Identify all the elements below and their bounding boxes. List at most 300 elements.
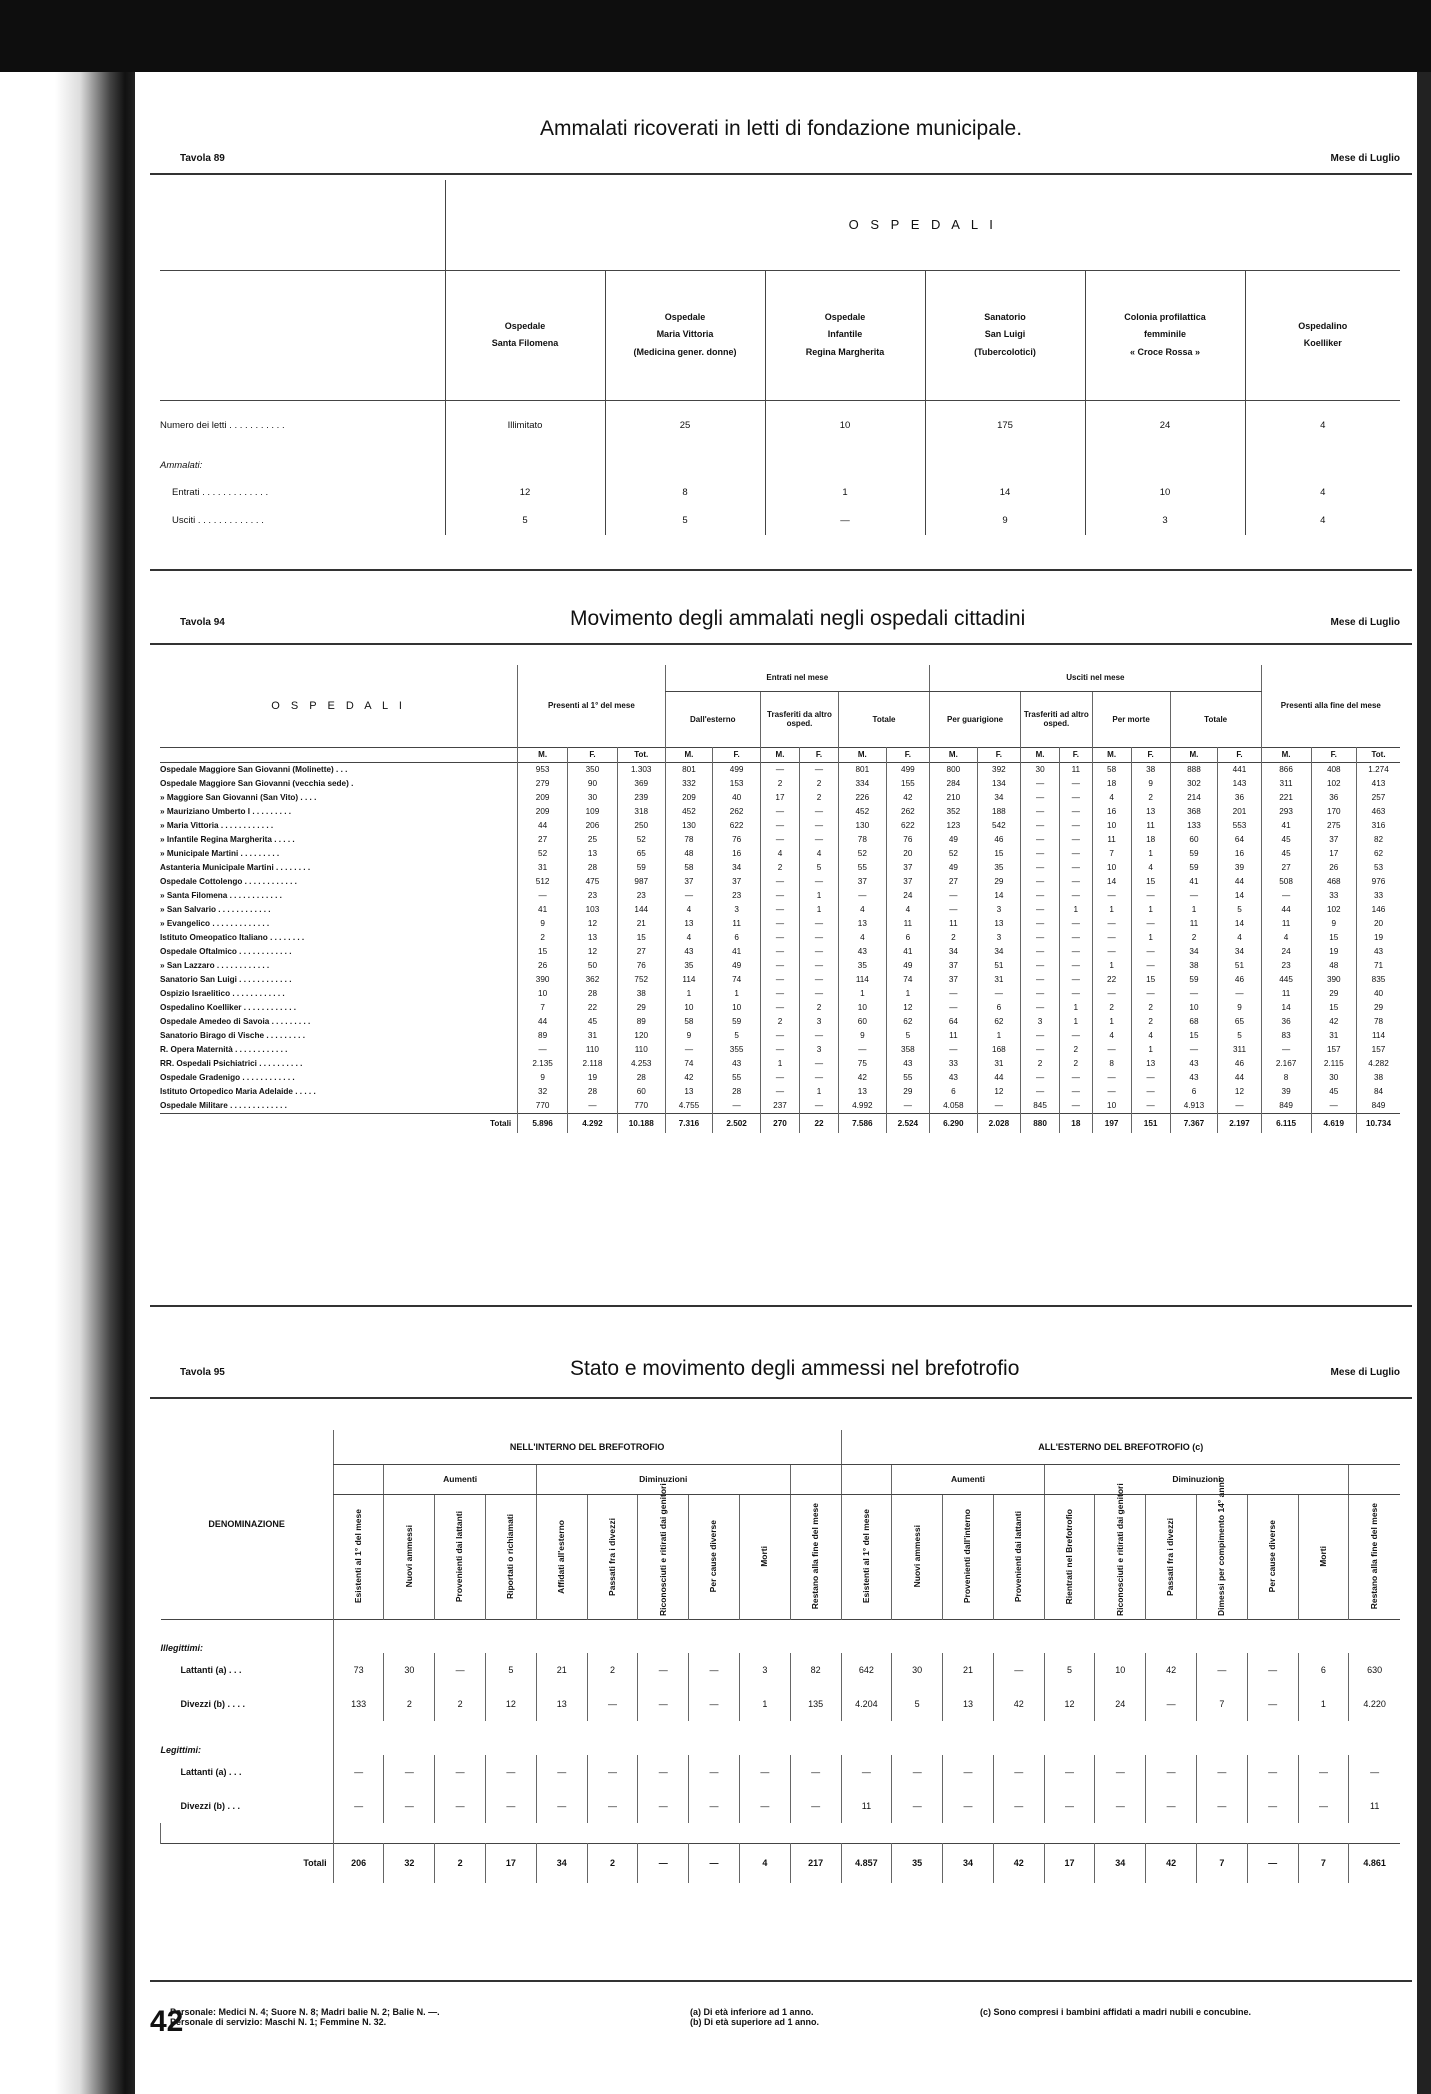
cell: — bbox=[435, 1755, 486, 1789]
cell: 30 bbox=[384, 1653, 435, 1687]
trasferiti-da-header: Trasferiti da altro osped. bbox=[760, 691, 838, 747]
hospital-name: Ospedalino Koelliker . . . . . . . . . . . . bbox=[160, 1003, 297, 1012]
cell: — bbox=[1021, 805, 1060, 819]
cell: 334 bbox=[839, 777, 887, 791]
cell: 1 bbox=[1092, 1015, 1131, 1029]
table-row bbox=[160, 819, 1400, 833]
divider bbox=[150, 569, 1412, 571]
cell: 835 bbox=[1357, 973, 1400, 987]
totals-label: Totali bbox=[489, 1118, 512, 1128]
sub-header-cell: M. bbox=[1092, 747, 1131, 762]
hospital-name: Istituto Ortopedico Maria Adelaide . . . . . bbox=[160, 1087, 316, 1096]
cell: 20 bbox=[1357, 917, 1400, 931]
cell: — bbox=[1131, 1099, 1170, 1114]
total-cell: 2.197 bbox=[1218, 1113, 1261, 1133]
cell: 42 bbox=[1146, 1653, 1197, 1687]
cell: 6 bbox=[1298, 1653, 1349, 1687]
cell: 82 bbox=[790, 1653, 841, 1687]
cell: 6 bbox=[1170, 1085, 1218, 1099]
cell: 2 bbox=[1021, 1057, 1060, 1071]
cell: — bbox=[1021, 931, 1060, 945]
cell: — bbox=[977, 987, 1020, 1001]
cell: — bbox=[892, 1789, 943, 1823]
total-cell: 22 bbox=[799, 1113, 838, 1133]
cell: 34 bbox=[713, 861, 761, 875]
row-name: Divezzi (b) . . . . bbox=[180, 1699, 246, 1709]
cell: 9 bbox=[1131, 777, 1170, 791]
cell: 51 bbox=[1218, 959, 1261, 973]
cell: 11 bbox=[930, 1029, 978, 1043]
cell: 642 bbox=[841, 1653, 892, 1687]
cell: 800 bbox=[930, 762, 978, 777]
cell: — bbox=[1021, 973, 1060, 987]
row-label-letti: Numero dei letti . . . . . . . . . . . bbox=[160, 400, 445, 450]
column-header bbox=[689, 1494, 740, 1619]
column-header bbox=[841, 1494, 892, 1619]
cell: — bbox=[1060, 1085, 1093, 1099]
cell: 257 bbox=[1357, 791, 1400, 805]
cell: — bbox=[1146, 1755, 1197, 1789]
column-header bbox=[1095, 1482, 1146, 1619]
table-94-number: Tavola 94 bbox=[180, 617, 225, 628]
cell: 1 bbox=[886, 987, 929, 1001]
hospital-name: » Maria Vittoria . . . . . . . . . . . . bbox=[160, 821, 274, 830]
cell: 43 bbox=[1357, 945, 1400, 959]
ospedali-header: O S P E D A L I bbox=[271, 699, 406, 712]
cell: 866 bbox=[1261, 762, 1311, 777]
cell: — bbox=[1060, 973, 1093, 987]
cell: 316 bbox=[1357, 819, 1400, 833]
cell: 29 bbox=[977, 875, 1020, 889]
cell: 32 bbox=[518, 1085, 568, 1099]
cell: — bbox=[839, 889, 887, 903]
cell: — bbox=[1092, 1043, 1131, 1057]
hospital-name: RR. Ospedali Psichiatrici . . . . . . . . . . bbox=[160, 1059, 303, 1068]
cell: 4 bbox=[1245, 505, 1400, 535]
cell: 49 bbox=[930, 833, 978, 847]
cell: 41 bbox=[518, 903, 568, 917]
sub-header-cell: M. bbox=[1170, 747, 1218, 762]
cell: 25 bbox=[568, 833, 618, 847]
table-row bbox=[160, 875, 1400, 889]
cell: — bbox=[1218, 987, 1261, 1001]
cell: 4 bbox=[760, 847, 799, 861]
legittimi-label: Legittimi: bbox=[160, 1745, 201, 1755]
cell: 4 bbox=[886, 903, 929, 917]
cell: 201 bbox=[1218, 805, 1261, 819]
cell: 44 bbox=[1218, 875, 1261, 889]
cell: 31 bbox=[977, 1057, 1020, 1071]
table-row bbox=[160, 805, 1400, 819]
cell: — bbox=[790, 1755, 841, 1789]
table-row bbox=[161, 1755, 1401, 1789]
cell: — bbox=[1060, 889, 1093, 903]
column-header bbox=[1146, 1494, 1197, 1619]
cell: 35 bbox=[839, 959, 887, 973]
total-cell: 42 bbox=[993, 1843, 1044, 1883]
cell: — bbox=[1060, 805, 1093, 819]
cell: 52 bbox=[518, 847, 568, 861]
cell: 12 bbox=[568, 917, 618, 931]
cell: 155 bbox=[886, 777, 929, 791]
hospital-name: » Santa Filomena . . . . . . . . . . . . bbox=[160, 891, 282, 900]
sub-header-cell: F. bbox=[1311, 747, 1357, 762]
cell: 29 bbox=[1357, 1001, 1400, 1015]
cell: — bbox=[1247, 1687, 1298, 1721]
cell: — bbox=[1247, 1755, 1298, 1789]
cell: 36 bbox=[1218, 791, 1261, 805]
cell: 41 bbox=[1261, 819, 1311, 833]
cell: 463 bbox=[1357, 805, 1400, 819]
column-header bbox=[892, 1494, 943, 1619]
table-row bbox=[160, 973, 1400, 987]
table-89-month: Mese di Luglio bbox=[1330, 153, 1400, 164]
cell: — bbox=[587, 1789, 638, 1823]
cell: 27 bbox=[617, 945, 665, 959]
cell: — bbox=[1021, 1001, 1060, 1015]
cell: — bbox=[1196, 1789, 1247, 1823]
total-cell: 6.290 bbox=[930, 1113, 978, 1133]
cell: — bbox=[760, 931, 799, 945]
cell: 239 bbox=[617, 791, 665, 805]
cell: 11 bbox=[841, 1789, 892, 1823]
column-header bbox=[943, 1494, 994, 1619]
cell: 3 bbox=[977, 903, 1020, 917]
total-cell: — bbox=[1247, 1843, 1298, 1883]
cell: 499 bbox=[713, 762, 761, 777]
cell: 2 bbox=[799, 1001, 838, 1015]
cell: 60 bbox=[839, 1015, 887, 1029]
cell: 44 bbox=[518, 1015, 568, 1029]
cell: — bbox=[1092, 945, 1131, 959]
cell: 11 bbox=[886, 917, 929, 931]
cell: 6 bbox=[930, 1085, 978, 1099]
cell: 475 bbox=[568, 875, 618, 889]
cell: 2 bbox=[518, 931, 568, 945]
cell: 78 bbox=[665, 833, 713, 847]
cell: 64 bbox=[930, 1015, 978, 1029]
table-row bbox=[160, 1043, 1400, 1057]
sub-header-cell: Tot. bbox=[1357, 747, 1400, 762]
total-cell: 2.524 bbox=[886, 1113, 929, 1133]
cell: 4.058 bbox=[930, 1099, 978, 1114]
cell: 58 bbox=[1092, 762, 1131, 777]
table-row bbox=[160, 1099, 1400, 1114]
cell: 262 bbox=[713, 805, 761, 819]
cell: 14 bbox=[1261, 1001, 1311, 1015]
cell: 3 bbox=[799, 1015, 838, 1029]
cell: 45 bbox=[568, 1015, 618, 1029]
cell: 11 bbox=[1261, 917, 1311, 931]
cell: 30 bbox=[1311, 1071, 1357, 1085]
table-95-number: Tavola 95 bbox=[180, 1367, 225, 1378]
column-header bbox=[993, 1494, 1044, 1619]
cell: 2 bbox=[587, 1653, 638, 1687]
cell: — bbox=[1092, 1085, 1131, 1099]
cell: 10 bbox=[1092, 1099, 1131, 1114]
usciti-header: Usciti nel mese bbox=[930, 665, 1262, 691]
cell: 48 bbox=[665, 847, 713, 861]
cell: — bbox=[1021, 1085, 1060, 1099]
cell: 16 bbox=[1218, 847, 1261, 861]
cell: 5 bbox=[1044, 1653, 1095, 1687]
cell: 1 bbox=[1131, 903, 1170, 917]
cell: 11 bbox=[1092, 833, 1131, 847]
cell: — bbox=[1060, 791, 1093, 805]
hospital-name: Istituto Omeopatico Italiano . . . . . . . . bbox=[160, 933, 305, 942]
cell: — bbox=[993, 1789, 1044, 1823]
cell: 4 bbox=[1092, 1029, 1131, 1043]
cell: 37 bbox=[886, 861, 929, 875]
cell: 350 bbox=[568, 762, 618, 777]
cell: 2 bbox=[760, 1015, 799, 1029]
row-label-usciti: Usciti . . . . . . . . . . . . . bbox=[172, 514, 264, 526]
cell: 8 bbox=[1261, 1071, 1311, 1085]
cell: 28 bbox=[568, 987, 618, 1001]
hospital-name: » Infantile Regina Margherita . . . . . bbox=[160, 835, 295, 844]
cell: — bbox=[1131, 1085, 1170, 1099]
cell: — bbox=[1021, 1071, 1060, 1085]
cell: 369 bbox=[617, 777, 665, 791]
cell: 40 bbox=[1357, 987, 1400, 1001]
sub-header-cell: M. bbox=[839, 747, 887, 762]
cell: 76 bbox=[886, 833, 929, 847]
cell: — bbox=[1092, 889, 1131, 903]
cell: 35 bbox=[665, 959, 713, 973]
column-header-text: Affidati all'esterno bbox=[556, 1519, 567, 1594]
cell: 1 bbox=[1131, 847, 1170, 861]
cell: 13 bbox=[665, 917, 713, 931]
cell: 888 bbox=[1170, 762, 1218, 777]
cell: 82 bbox=[1357, 833, 1400, 847]
cell: — bbox=[760, 1071, 799, 1085]
total-cell: 4.861 bbox=[1349, 1843, 1400, 1883]
cell: — bbox=[1021, 959, 1060, 973]
cell: 29 bbox=[886, 1085, 929, 1099]
cell: 23 bbox=[1261, 959, 1311, 973]
cell: 1 bbox=[1060, 1015, 1093, 1029]
cell: 31 bbox=[1311, 1029, 1357, 1043]
cell: — bbox=[799, 917, 838, 931]
cell: 33 bbox=[1311, 889, 1357, 903]
cell: 221 bbox=[1261, 791, 1311, 805]
sub-header-cell: M. bbox=[760, 747, 799, 762]
cell: 542 bbox=[977, 819, 1020, 833]
cell: 143 bbox=[1218, 777, 1261, 791]
cell: 441 bbox=[1218, 762, 1261, 777]
cell: 45 bbox=[1261, 833, 1311, 847]
total-cell: 197 bbox=[1092, 1113, 1131, 1133]
cell: 39 bbox=[1218, 861, 1261, 875]
cell: 12 bbox=[977, 1085, 1020, 1099]
cell: 24 bbox=[1085, 400, 1245, 450]
cell: — bbox=[760, 875, 799, 889]
hospital-name: » Evangelico . . . . . . . . . . . . . bbox=[160, 919, 270, 928]
cell: 28 bbox=[568, 861, 618, 875]
cell: — bbox=[1196, 1755, 1247, 1789]
cell: 1 bbox=[839, 987, 887, 1001]
cell: 11 bbox=[1349, 1789, 1400, 1823]
trasferiti-ad-header: Trasferiti ad altro osped. bbox=[1021, 691, 1093, 747]
total-cell: 206 bbox=[333, 1843, 384, 1883]
cell: 5 bbox=[1218, 903, 1261, 917]
sub-header-cell: F. bbox=[1060, 747, 1093, 762]
cell: 15 bbox=[1311, 1001, 1357, 1015]
cell: 4 bbox=[1131, 861, 1170, 875]
cell: 36 bbox=[1261, 1015, 1311, 1029]
denominazione-header: DENOMINAZIONE bbox=[208, 1519, 285, 1530]
cell: — bbox=[1131, 987, 1170, 1001]
table-89-title: Ammalati ricoverati in letti di fondazione municipale. bbox=[540, 117, 1023, 140]
cell: 24 bbox=[1095, 1687, 1146, 1721]
cell: — bbox=[1247, 1789, 1298, 1823]
cell: 34 bbox=[977, 791, 1020, 805]
total-cell: 217 bbox=[790, 1843, 841, 1883]
cell: — bbox=[760, 1001, 799, 1015]
cell: 65 bbox=[617, 847, 665, 861]
cell: 19 bbox=[568, 1071, 618, 1085]
total-cell: 34 bbox=[1095, 1843, 1146, 1883]
cell: 2 bbox=[1131, 1015, 1170, 1029]
cell: 74 bbox=[886, 973, 929, 987]
cell: 13 bbox=[977, 917, 1020, 931]
cell: 15 bbox=[1170, 1029, 1218, 1043]
cell: 134 bbox=[977, 777, 1020, 791]
sub-header-cell: M. bbox=[1261, 747, 1311, 762]
cell: — bbox=[1218, 1099, 1261, 1114]
cell: — bbox=[799, 973, 838, 987]
cell: 9 bbox=[839, 1029, 887, 1043]
cell: 114 bbox=[665, 973, 713, 987]
cell: 275 bbox=[1311, 819, 1357, 833]
total-cell: 4.857 bbox=[841, 1843, 892, 1883]
cell: 41 bbox=[713, 945, 761, 959]
cell: — bbox=[977, 1099, 1020, 1114]
total-cell: — bbox=[638, 1843, 689, 1883]
cell: 445 bbox=[1261, 973, 1311, 987]
cell: 4 bbox=[839, 903, 887, 917]
cell: 770 bbox=[518, 1099, 568, 1114]
cell: 146 bbox=[1357, 903, 1400, 917]
column-header-text: Esistenti al 1° del mese bbox=[352, 1509, 363, 1604]
cell: 1 bbox=[1170, 903, 1218, 917]
cell: 11 bbox=[1170, 917, 1218, 931]
cell: — bbox=[1311, 1099, 1357, 1114]
cell: — bbox=[841, 1755, 892, 1789]
total-cell: 4.292 bbox=[568, 1113, 618, 1133]
column-header-text: Passati fra i divezzi bbox=[606, 1517, 617, 1596]
cell: 512 bbox=[518, 875, 568, 889]
cell: 16 bbox=[1092, 805, 1131, 819]
total-cell: 34 bbox=[536, 1843, 587, 1883]
cell: 1 bbox=[760, 1057, 799, 1071]
cell: — bbox=[993, 1755, 1044, 1789]
footnote-ab: (a) Di età inferiore ad 1 anno. (b) Di età superiore ad 1 anno. bbox=[690, 2007, 820, 2027]
cell: 37 bbox=[665, 875, 713, 889]
cell: — bbox=[799, 959, 838, 973]
cell: 1 bbox=[1060, 1001, 1093, 1015]
cell: 14 bbox=[1218, 917, 1261, 931]
cell: 1 bbox=[1131, 931, 1170, 945]
cell: — bbox=[1131, 959, 1170, 973]
cell: — bbox=[760, 987, 799, 1001]
divider bbox=[150, 1305, 1412, 1307]
diminuzioni-interno-header: Diminuzioni bbox=[536, 1464, 790, 1494]
aumenti-interno-header: Aumenti bbox=[384, 1464, 536, 1494]
cell: — bbox=[638, 1755, 689, 1789]
total-cell: 18 bbox=[1060, 1113, 1093, 1133]
cell: 1 bbox=[765, 480, 925, 505]
cell: 15 bbox=[1311, 931, 1357, 945]
cell: 2.135 bbox=[518, 1057, 568, 1071]
cell: 553 bbox=[1218, 819, 1261, 833]
cell: 21 bbox=[617, 917, 665, 931]
sub-header-cell: F. bbox=[1131, 747, 1170, 762]
cell: 262 bbox=[886, 805, 929, 819]
cell: 17 bbox=[1311, 847, 1357, 861]
cell: 2 bbox=[1170, 931, 1218, 945]
cell: — bbox=[1092, 931, 1131, 945]
cell: 46 bbox=[977, 833, 1020, 847]
cell: 89 bbox=[518, 1029, 568, 1043]
cell: 5 bbox=[1218, 1029, 1261, 1043]
cell: 53 bbox=[1357, 861, 1400, 875]
cell: 2.167 bbox=[1261, 1057, 1311, 1071]
cell: 332 bbox=[665, 777, 713, 791]
sub-header-cell: M. bbox=[1021, 747, 1060, 762]
cell: — bbox=[713, 1099, 761, 1114]
cell: — bbox=[333, 1755, 384, 1789]
cell: 2 bbox=[384, 1687, 435, 1721]
cell: 2 bbox=[1131, 1001, 1170, 1015]
cell: — bbox=[930, 987, 978, 1001]
entrati-header: Entrati nel mese bbox=[665, 665, 929, 691]
cell: — bbox=[1021, 791, 1060, 805]
column-header-text: Riconosciuti e ritirati dai genitori bbox=[1114, 1482, 1125, 1616]
column-header-text: Restano alla fine del mese bbox=[1368, 1503, 1379, 1610]
cell: — bbox=[638, 1687, 689, 1721]
cell: 452 bbox=[665, 805, 713, 819]
cell: — bbox=[886, 1099, 929, 1114]
cell: — bbox=[689, 1755, 740, 1789]
cell: 302 bbox=[1170, 777, 1218, 791]
table-95 bbox=[160, 1430, 1400, 1883]
cell: 2 bbox=[799, 791, 838, 805]
column-header-text: Restano alla fine del mese bbox=[809, 1503, 820, 1610]
cell: — bbox=[993, 1653, 1044, 1687]
column-header bbox=[486, 1494, 537, 1619]
cell: — bbox=[1021, 833, 1060, 847]
cell: 44 bbox=[977, 1071, 1020, 1085]
cell: — bbox=[765, 505, 925, 535]
cell: 43 bbox=[665, 945, 713, 959]
cell: 48 bbox=[1311, 959, 1357, 973]
cell: 12 bbox=[486, 1687, 537, 1721]
cell: — bbox=[790, 1789, 841, 1823]
cell: — bbox=[1060, 987, 1093, 1001]
cell: 175 bbox=[925, 400, 1085, 450]
cell: 3 bbox=[713, 903, 761, 917]
cell: 2 bbox=[760, 861, 799, 875]
cell: 13 bbox=[943, 1687, 994, 1721]
cell: — bbox=[943, 1755, 994, 1789]
cell: — bbox=[333, 1789, 384, 1823]
cell: 10 bbox=[1092, 861, 1131, 875]
cell: 11 bbox=[713, 917, 761, 931]
cell: — bbox=[1060, 945, 1093, 959]
cell: — bbox=[1247, 1653, 1298, 1687]
cell: 1.303 bbox=[617, 762, 665, 777]
